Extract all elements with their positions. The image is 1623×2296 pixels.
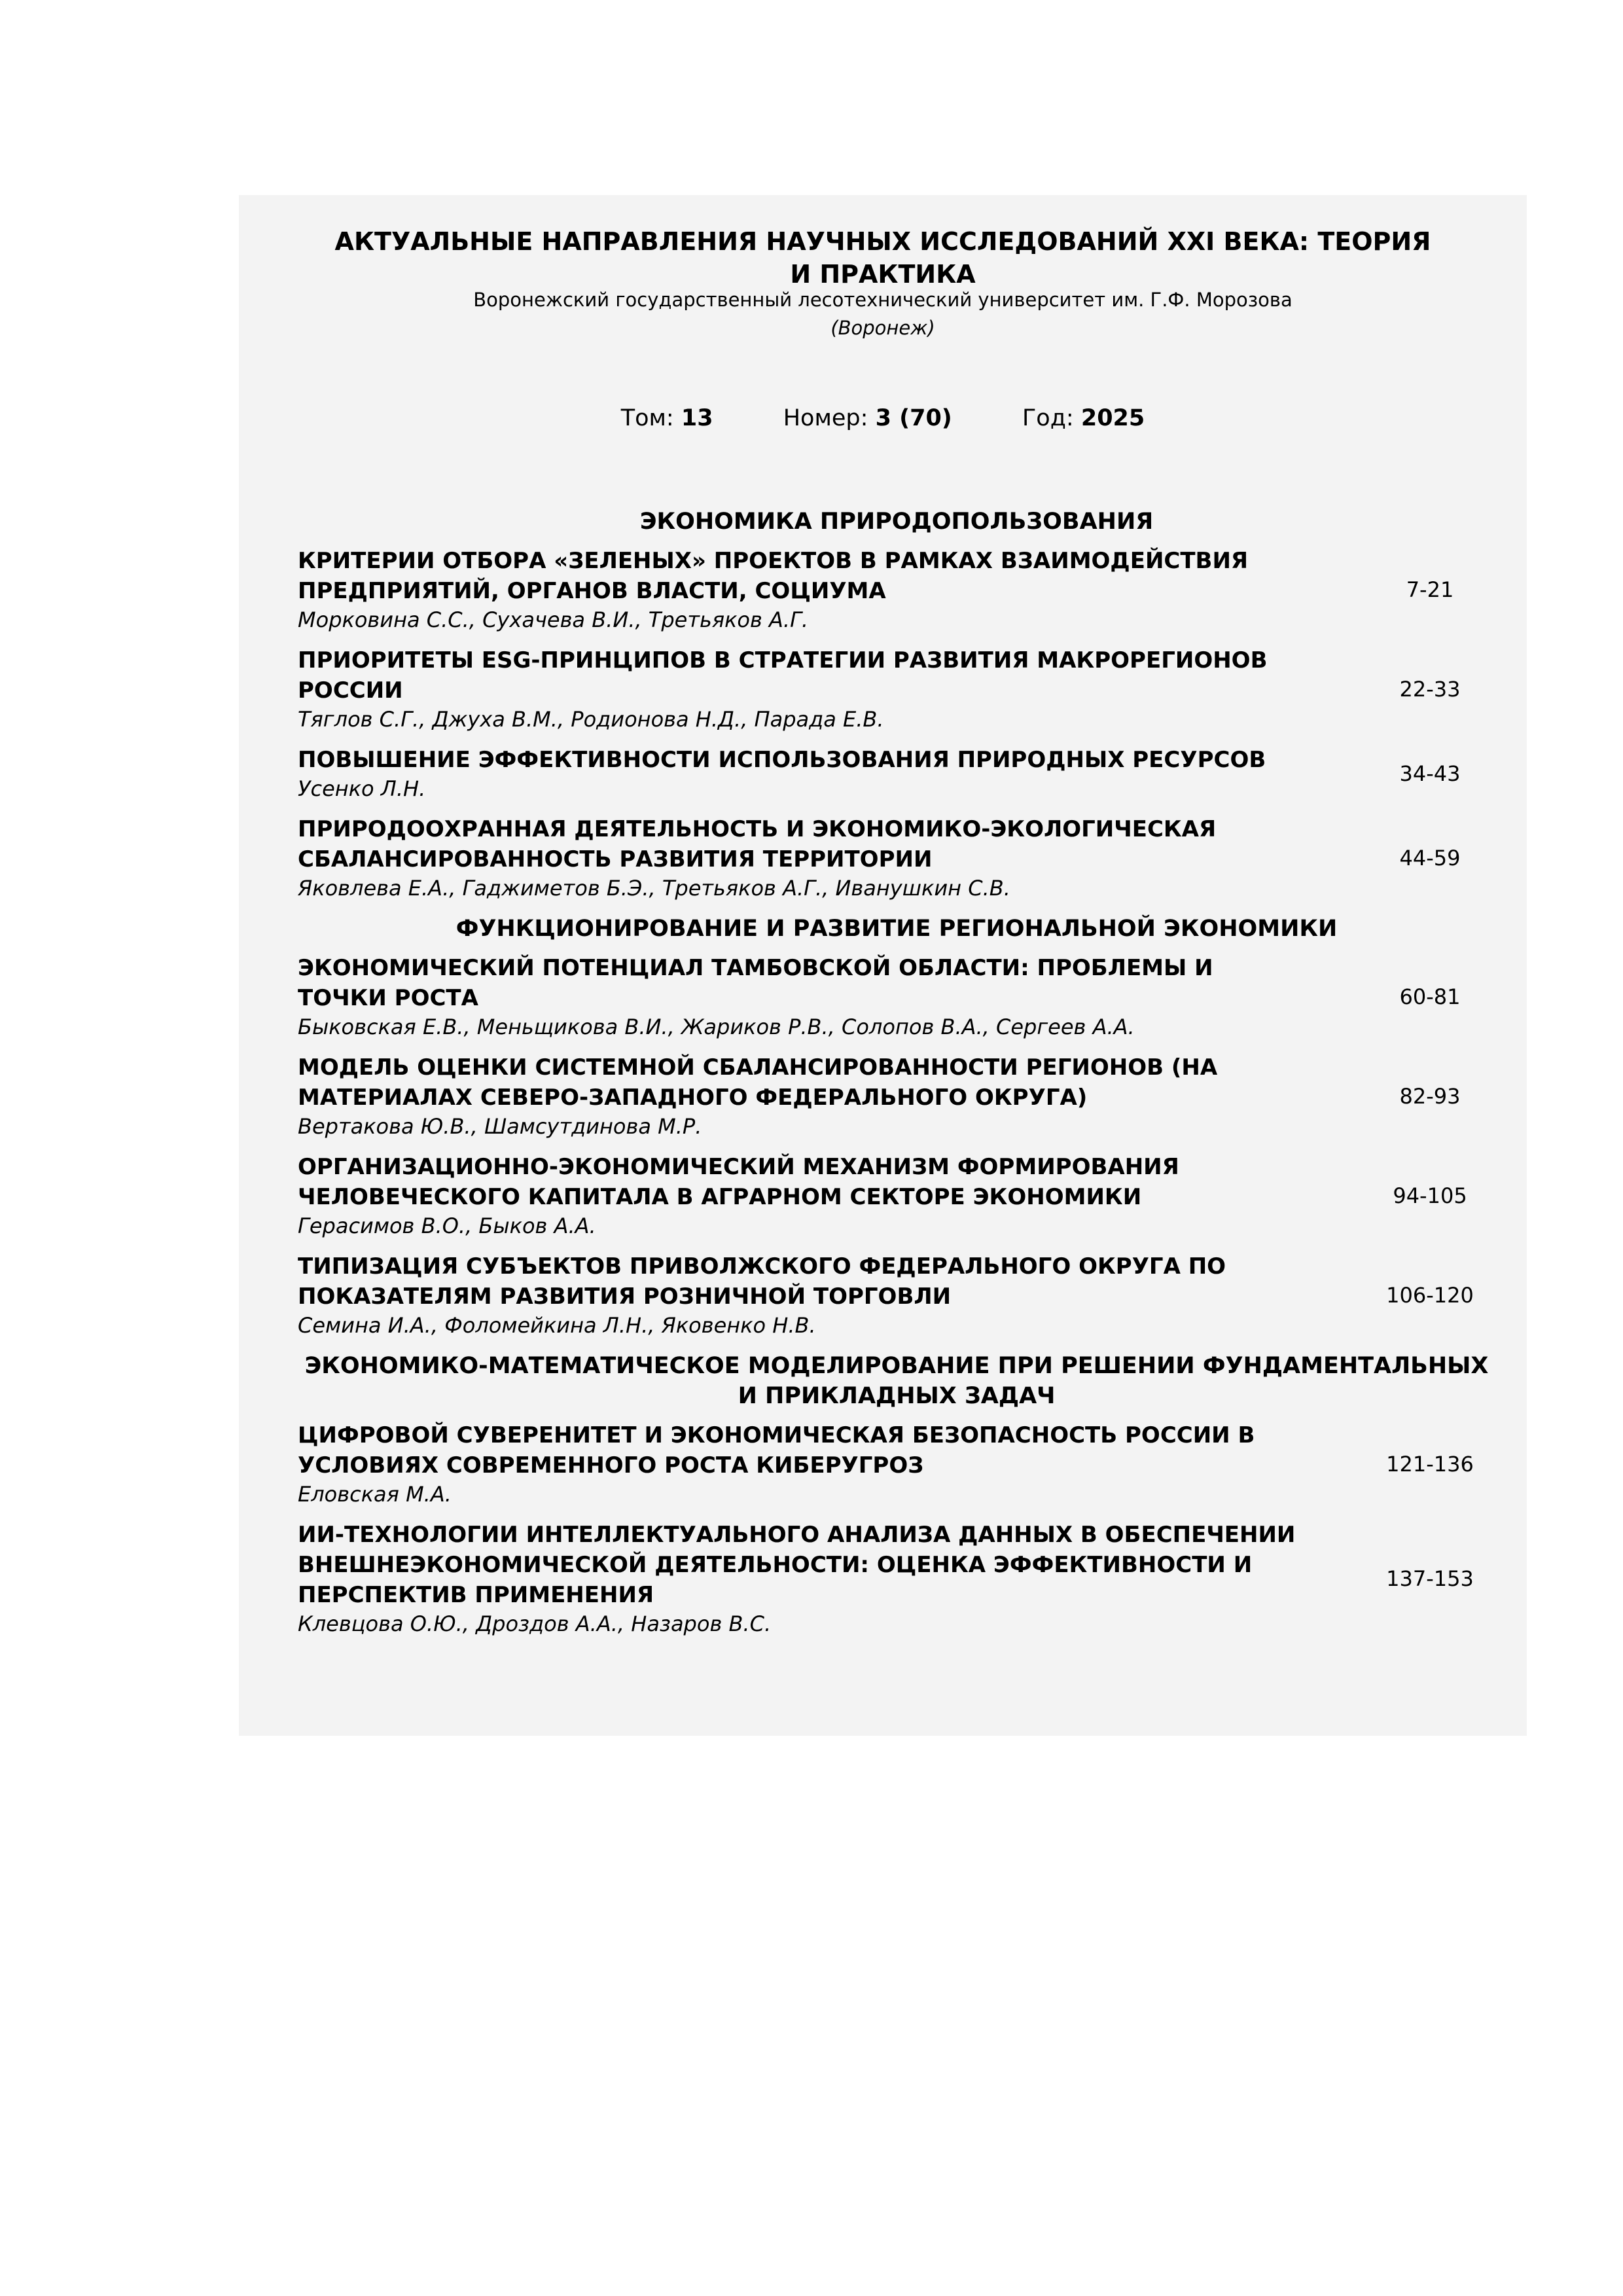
article-authors: Вертакова Ю.В., Шамсутдинова М.Р.: [298, 1114, 702, 1139]
article-pages: 34-43: [1399, 761, 1461, 786]
journal-title: АКТУАЛЬНЫЕ НАПРАВЛЕНИЯ НАУЧНЫХ ИССЛЕДОВАНИЙ XXI ВЕКА: ТЕОРИЯ И ПРАКТИКА: [334, 227, 1431, 289]
article-entry[interactable]: [298, 1052, 1495, 1140]
article-title[interactable]: ТИПИЗАЦИЯ СУБЪЕКТОВ ПРИВОЛЖСКОГО ФЕДЕРАЛЬНОГО ОКРУГА ПО ПОКАЗАТЕЛЯМ РАЗВИТИЯ РОЗНИЧНОЙ ТОРГОВЛИ: [298, 1253, 1226, 1310]
article-pages: 94-105: [1393, 1183, 1467, 1208]
article-title[interactable]: ПРИРОДООХРАННАЯ ДЕЯТЕЛЬНОСТЬ И ЭКОНОМИКО-ЭКОЛОГИЧЕСКАЯ СБАЛАНСИРОВАННОСТЬ РАЗВИТИЯ ТЕРРИТОРИИ: [298, 816, 1217, 872]
article-entry[interactable]: [298, 745, 1495, 802]
article-authors: Тяглов С.Г., Джуха В.М., Родионова Н.Д., Парада Е.В.: [298, 707, 884, 732]
issue-year-value: 2025: [1080, 405, 1145, 431]
issue-year-label: Год:: [1022, 405, 1074, 431]
article-pages: 137-153: [1386, 1566, 1474, 1591]
article-pages: 7-21: [1406, 577, 1454, 602]
article-entry[interactable]: [298, 814, 1495, 902]
article-authors: Усенко Л.Н.: [298, 776, 426, 801]
issue-number-value: 3 (70): [875, 405, 952, 431]
toc-panel: [239, 195, 1527, 1736]
article-pages: 121-136: [1386, 1452, 1474, 1477]
article-authors: Семина И.А., Фоломейкина Л.Н., Яковенко Н.В.: [298, 1313, 816, 1338]
article-pages: 106-120: [1386, 1283, 1474, 1308]
article-authors: Яковлева Е.А., Гаджиметов Б.Э., Третьяков А.Г., Иванушкин С.В.: [298, 876, 1010, 901]
article-entry[interactable]: [298, 1520, 1495, 1638]
article-title[interactable]: ЭКОНОМИЧЕСКИЙ ПОТЕНЦИАЛ ТАМБОВСКОЙ ОБЛАСТИ: ПРОБЛЕМЫ И ТОЧКИ РОСТА: [298, 955, 1213, 1011]
article-title[interactable]: ЦИФРОВОЙ СУВЕРЕНИТЕТ И ЭКОНОМИЧЕСКАЯ БЕЗОПАСНОСТЬ РОССИИ В УСЛОВИЯХ СОВРЕМЕННОГО РОСТА КИБЕРУГРОЗ: [298, 1422, 1255, 1479]
article-title[interactable]: МОДЕЛЬ ОЦЕНКИ СИСТЕМНОЙ СБАЛАНСИРОВАННОСТИ РЕГИОНОВ (НА МАТЕРИАЛАХ СЕВЕРО-ЗАПАДНОГО ФЕДЕРАЛЬНОГО ОКРУГА): [298, 1054, 1218, 1111]
issue-volume-label: Том:: [620, 405, 674, 431]
article-pages: 44-59: [1399, 846, 1461, 870]
article-pages: 22-33: [1399, 677, 1461, 702]
article-title[interactable]: КРИТЕРИИ ОТБОРА «ЗЕЛЕНЫХ» ПРОЕКТОВ В РАМКАХ ВЗАИМОДЕЙСТВИЯ ПРЕДПРИЯТИЙ, ОРГАНОВ ВЛАСТИ, СОЦИУМА: [298, 548, 1249, 604]
journal-publisher: Воронежский государственный лесотехнический университет им. Г.Ф. Морозова: [473, 289, 1293, 311]
article-authors: Клевцова О.Ю., Дроздов А.А., Назаров В.С.: [298, 1611, 772, 1636]
issue-number-label: Номер:: [783, 405, 868, 431]
article-authors: Герасимов В.О., Быков А.А.: [298, 1213, 596, 1238]
article-entry[interactable]: [298, 1152, 1495, 1240]
issue-year: [1022, 403, 1145, 433]
article-entry[interactable]: [298, 1251, 1495, 1339]
article-title[interactable]: ПОВЫШЕНИЕ ЭФФЕКТИВНОСТИ ИСПОЛЬЗОВАНИЯ ПРИРОДНЫХ РЕСУРСОВ: [298, 747, 1266, 773]
article-entry[interactable]: [298, 953, 1495, 1041]
section-heading: ФУНКЦИОНИРОВАНИЕ И РАЗВИТИЕ РЕГИОНАЛЬНОЙ ЭКОНОМИКИ: [455, 916, 1338, 942]
issue-volume: [621, 403, 713, 433]
journal-city: (Воронеж): [830, 317, 935, 339]
article-entry[interactable]: [298, 546, 1495, 634]
article-title[interactable]: ИИ-ТЕХНОЛОГИИ ИНТЕЛЛЕКТУАЛЬНОГО АНАЛИЗА ДАННЫХ В ОБЕСПЕЧЕНИИ ВНЕШНЕЭКОНОМИЧЕСКОЙ ДЕЯТЕЛЬНОСТИ: ОЦЕНКА ЭФФЕКТИВНОСТИ И ПЕРСПЕКТИВ ПРИМЕНЕНИЯ: [298, 1522, 1296, 1608]
table-of-contents: [298, 503, 1495, 1649]
issue-volume-value: 13: [681, 405, 713, 431]
article-authors: Быковская Е.В., Меньщикова В.И., Жариков Р.В., Солопов В.А., Сергеев А.А.: [298, 1014, 1135, 1039]
article-pages: 60-81: [1399, 984, 1461, 1009]
article-entry[interactable]: [298, 1420, 1495, 1508]
article-pages: 82-93: [1399, 1084, 1461, 1109]
article-title[interactable]: ПРИОРИТЕТЫ ESG-ПРИНЦИПОВ В СТРАТЕГИИ РАЗВИТИЯ МАКРОРЕГИОНОВ РОССИИ: [298, 647, 1268, 704]
article-authors: Еловская М.А.: [298, 1482, 452, 1507]
issue-info: [239, 403, 1527, 433]
article-title[interactable]: ОРГАНИЗАЦИОННО-ЭКОНОМИЧЕСКИЙ МЕХАНИЗМ ФОРМИРОВАНИЯ ЧЕЛОВЕЧЕСКОГО КАПИТАЛА В АГРАРНОМ СЕКТОРЕ ЭКОНОМИКИ: [298, 1154, 1179, 1210]
article-authors: Морковина С.С., Сухачева В.И., Третьяков А.Г.: [298, 607, 809, 632]
section-heading: ЭКОНОМИКА ПРИРОДОПОЛЬЗОВАНИЯ: [639, 509, 1154, 535]
section-heading: ЭКОНОМИКО-МАТЕМАТИЧЕСКОЕ МОДЕЛИРОВАНИЕ ПРИ РЕШЕНИИ ФУНДАМЕНТАЛЬНЫХ И ПРИКЛАДНЫХ ЗАДАЧ: [304, 1353, 1489, 1409]
article-entry[interactable]: [298, 645, 1495, 733]
issue-number: [783, 403, 952, 433]
